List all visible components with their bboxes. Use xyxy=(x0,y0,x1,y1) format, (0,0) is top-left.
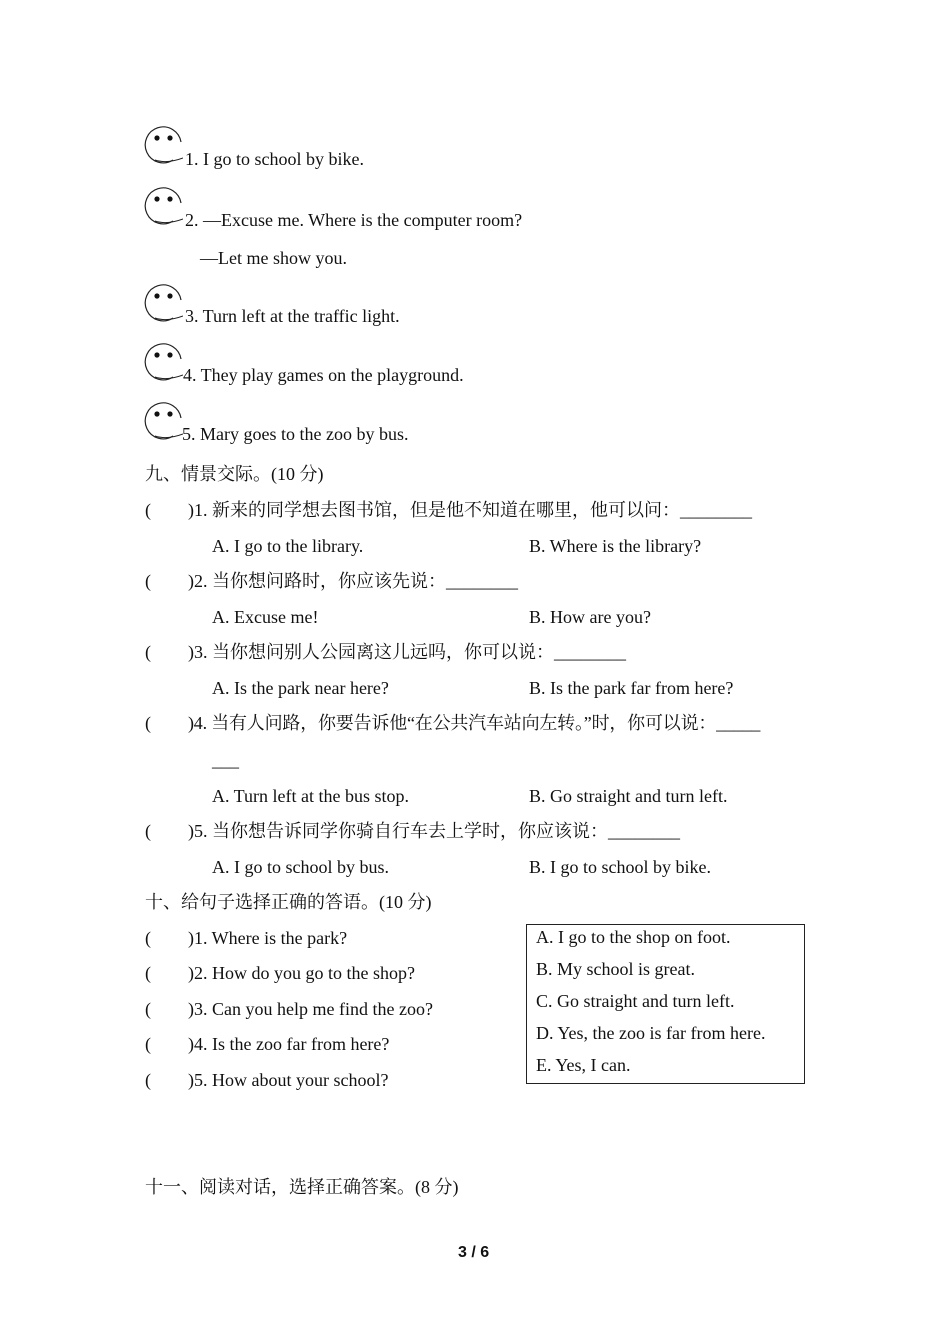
s9-q5-option-b: B. I go to school by bike. xyxy=(529,857,711,877)
s10-question-2: )2. How do you go to the shop? xyxy=(188,963,415,983)
smiley-face-icon xyxy=(143,124,183,164)
s9-q1-option-b: B. Where is the library? xyxy=(529,536,702,556)
s10-question-1: )1. Where is the park? xyxy=(188,928,348,948)
s8-item-5: 5. Mary goes to the zoo by bus. xyxy=(182,424,409,444)
s10-option-e: E. Yes, I can. xyxy=(536,1055,631,1075)
s10-question-5: )5. How about your school? xyxy=(188,1070,389,1090)
section10-title: 十、给句子选择正确的答语。(10 分) xyxy=(145,892,432,912)
s9-q2-option-b: B. How are you? xyxy=(529,607,651,627)
smiley-face-icon xyxy=(143,282,183,322)
s10-option-d: D. Yes, the zoo is far from here. xyxy=(536,1023,766,1043)
s8-item-2-line2: —Let me show you. xyxy=(200,248,347,268)
smiley-face-icon xyxy=(143,400,183,440)
s9-q2-option-a: A. Excuse me! xyxy=(212,607,319,627)
answer-paren: ( xyxy=(145,713,151,733)
s9-question-1: )1. 新来的同学想去图书馆，但是他不知道在哪里，他可以问：________ xyxy=(188,500,752,520)
s10-option-b: B. My school is great. xyxy=(536,959,695,979)
s9-q3-option-a: A. Is the park near here? xyxy=(212,678,389,698)
s9-q1-option-a: A. I go to the library. xyxy=(212,536,364,556)
answer-paren: ( xyxy=(145,928,151,948)
s9-q5-option-a: A. I go to school by bus. xyxy=(212,857,389,877)
section9-title: 九、情景交际。(10 分) xyxy=(145,464,324,484)
page-number: 3 / 6 xyxy=(458,1244,490,1261)
options-box xyxy=(526,924,805,1084)
s9-q3-option-b: B. Is the park far from here? xyxy=(529,678,734,698)
s8-item-4: 4. They play games on the playground. xyxy=(183,365,464,385)
answer-paren: ( xyxy=(145,571,151,591)
smiley-face-icon xyxy=(143,185,183,225)
answer-paren: ( xyxy=(145,821,151,841)
s10-option-a: A. I go to the shop on foot. xyxy=(536,927,731,947)
s9-question-3: )3. 当你想问别人公园离这儿远吗，你可以说：________ xyxy=(188,642,626,662)
s8-item-3: 3. Turn left at the traffic light. xyxy=(185,306,400,326)
answer-paren: ( xyxy=(145,1070,151,1090)
section11-title: 十一、阅读对话，选择正确答案。(8 分) xyxy=(145,1177,459,1197)
s8-item-1: 1. I go to school by bike. xyxy=(185,149,364,169)
s9-question-5: )5. 当你想告诉同学你骑自行车去上学时，你应该说：________ xyxy=(188,821,680,841)
answer-paren: ( xyxy=(145,1034,151,1054)
s10-question-4: )4. Is the zoo far from here? xyxy=(188,1034,390,1054)
smiley-face-icon xyxy=(143,341,183,381)
s9-question-4-cont: ___ xyxy=(212,750,239,770)
s10-option-c: C. Go straight and turn left. xyxy=(536,991,735,1011)
s8-item-2: 2. —Excuse me. Where is the computer room? xyxy=(185,210,523,230)
s9-question-2: )2. 当你想问路时，你应该先说：________ xyxy=(188,571,518,591)
s10-question-3: )3. Can you help me find the zoo? xyxy=(188,999,433,1019)
answer-paren: ( xyxy=(145,999,151,1019)
s9-question-4: )4. 当有人问路，你要告诉他“在公共汽车站向左转。”时，你可以说：_____ xyxy=(188,713,761,733)
s9-q4-option-b: B. Go straight and turn left. xyxy=(529,786,728,806)
answer-paren: ( xyxy=(145,500,151,520)
answer-paren: ( xyxy=(145,963,151,983)
s9-q4-option-a: A. Turn left at the bus stop. xyxy=(212,786,410,806)
answer-paren: ( xyxy=(145,642,151,662)
